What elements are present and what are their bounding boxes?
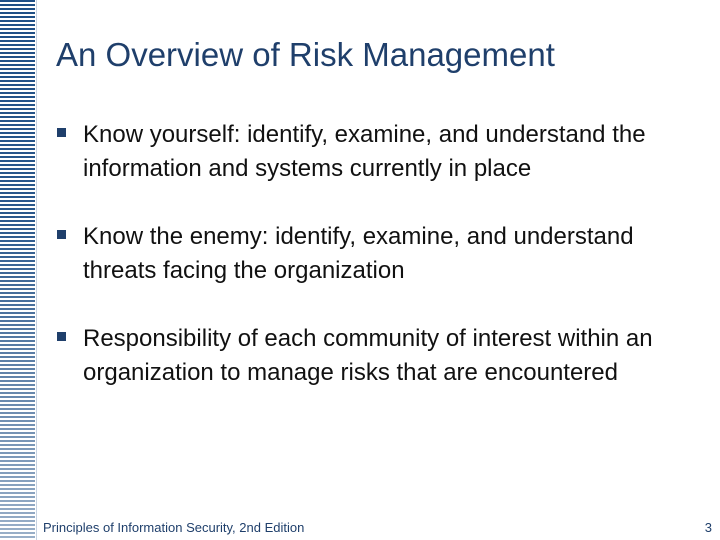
bullet-list (56, 118, 656, 390)
bullet-text: Responsibility of each community of interest within an organization to manage risks that are encountered (83, 325, 653, 386)
page-number: 3 (704, 520, 712, 535)
bullet-item-2 (56, 220, 656, 288)
bullet-text: Know the enemy: identify, examine, and understand threats facing the organization (83, 223, 634, 284)
bullet-item-3 (56, 322, 656, 390)
bullet-item-1 (56, 118, 656, 186)
footer-text: Principles of Information Security, 2nd Edition (43, 520, 305, 535)
bullet-text: Know yourself: identify, examine, and understand the information and systems currently in place (83, 121, 646, 182)
square-bullet-icon (57, 128, 66, 137)
vertical-rule (36, 0, 37, 540)
square-bullet-icon (57, 230, 66, 239)
square-bullet-icon (57, 332, 66, 341)
slide-title: An Overview of Risk Management (56, 36, 555, 73)
decorative-stripe-bar (0, 0, 35, 540)
